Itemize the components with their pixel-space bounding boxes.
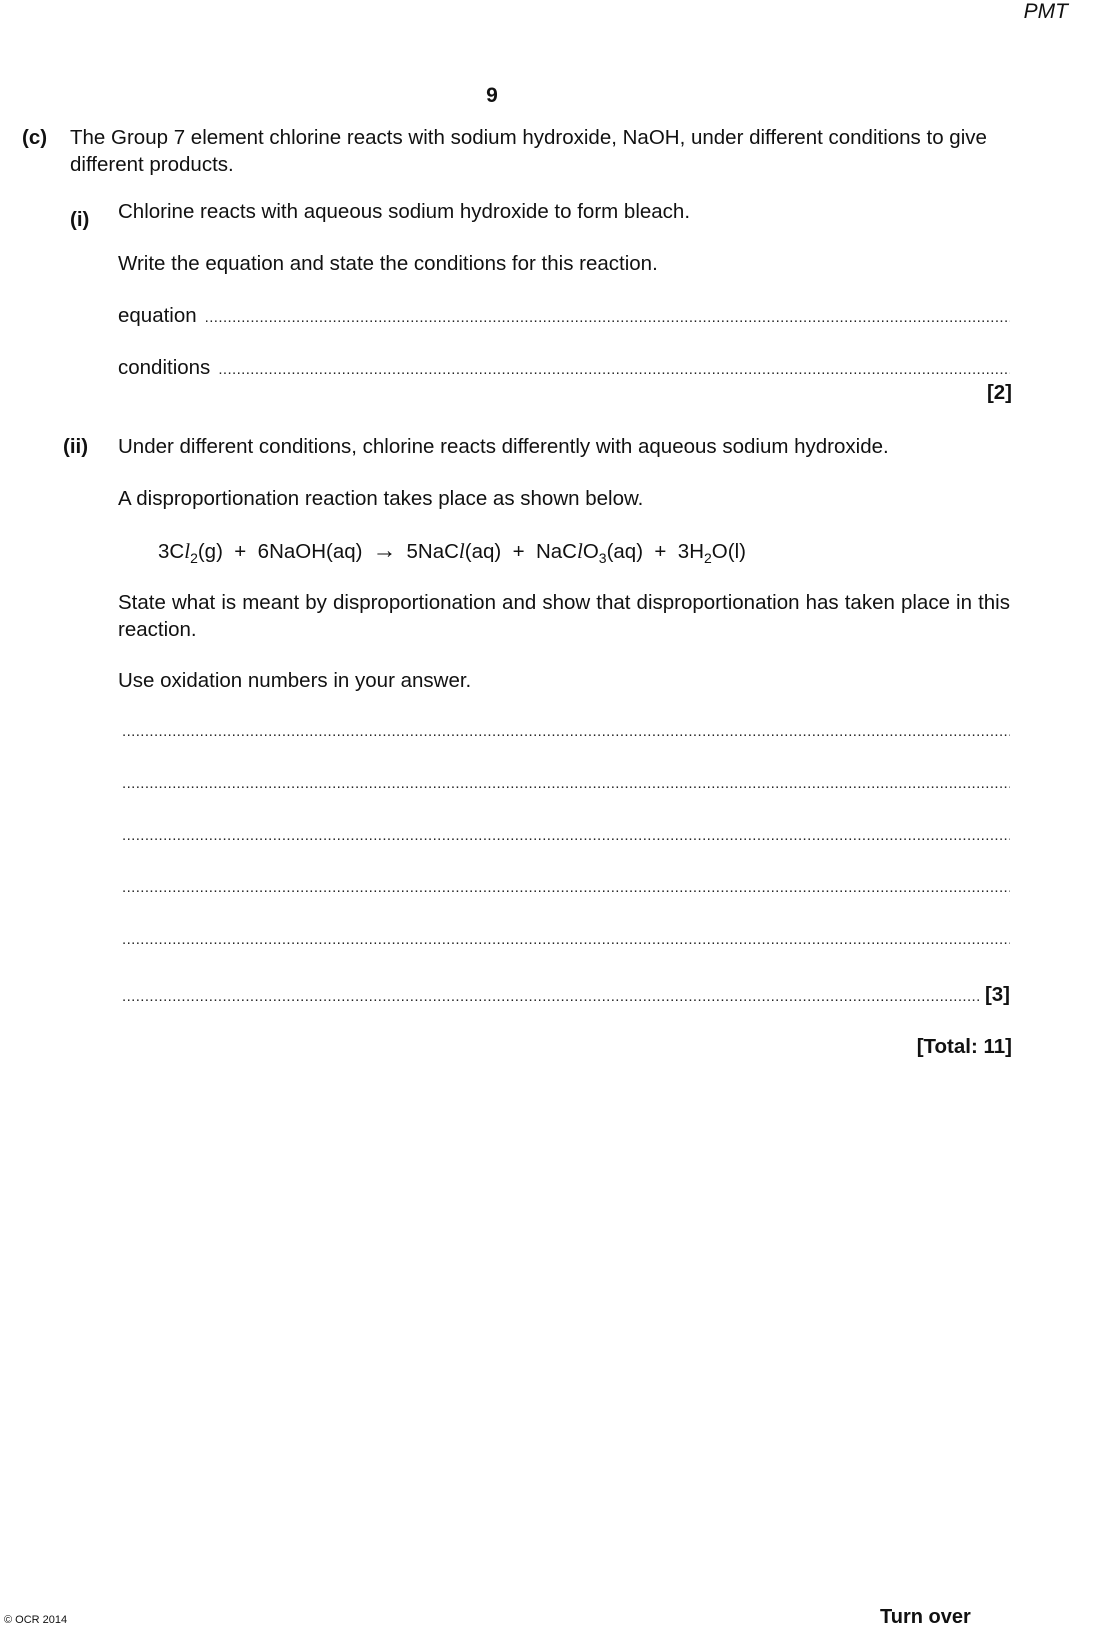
dotted-line <box>122 723 1010 740</box>
question-label-i: (i) <box>70 208 90 231</box>
dotted-line <box>122 879 1010 896</box>
reaction-arrow-icon: → <box>372 537 397 564</box>
marks-ii: [3] <box>984 983 1010 1006</box>
answer-line-1[interactable] <box>122 723 1010 745</box>
answer-line-2[interactable] <box>122 775 1010 797</box>
eq-element-l: l <box>576 539 583 563</box>
answer-line-5[interactable] <box>122 931 1010 953</box>
eq-part: (g) + 6NaOH(aq) <box>197 540 363 563</box>
eq-subscript: 2 <box>190 550 198 566</box>
question-label-ii: (ii) <box>63 435 89 458</box>
disproportionation-equation <box>158 537 746 566</box>
dotted-line <box>122 775 1010 792</box>
question-i-text2: Write the equation and state the conditions for this reaction. <box>118 252 658 275</box>
eq-part: 5NaC <box>406 540 459 563</box>
question-i-text1: Chlorine reacts with aqueous sodium hydroxide to form bleach. <box>118 200 691 223</box>
question-ii-text3: State what is meant by disproportionation and show that disproportionation has taken place in this reaction. <box>118 591 1010 641</box>
question-c-text: The Group 7 element chlorine reacts with sodium hydroxide, NaOH, under different conditions to give different products. <box>70 126 987 176</box>
question-ii-text2: A disproportionation reaction takes place as shown below. <box>118 487 644 510</box>
question-label-c: (c) <box>22 126 48 149</box>
eq-element-l: l <box>458 539 465 563</box>
dotted-line <box>122 931 1010 948</box>
dotted-line <box>205 304 1010 331</box>
dotted-line <box>122 988 981 1005</box>
conditions-label: conditions <box>118 356 211 379</box>
conditions-answer-line[interactable] <box>118 354 1010 383</box>
eq-subscript: 3 <box>598 550 607 566</box>
question-ii-text1: Under different conditions, chlorine reacts differently with aqueous sodium hydroxide. <box>118 435 889 458</box>
answer-line-6[interactable] <box>122 983 1010 1009</box>
equation-label: equation <box>118 304 197 327</box>
eq-element-l: l <box>184 539 191 563</box>
turn-over: Turn over <box>880 1606 971 1628</box>
total-marks: [Total: 11] <box>916 1035 1012 1058</box>
eq-part: O <box>582 540 599 563</box>
answer-line-3[interactable] <box>122 827 1010 849</box>
question-ii-text4: Use oxidation numbers in your answer. <box>118 669 472 692</box>
dotted-line <box>218 356 1010 383</box>
eq-part: 3C <box>158 540 185 563</box>
copyright: © OCR 2014 <box>4 1614 68 1626</box>
eq-part: (aq) + NaC <box>464 540 577 563</box>
dotted-line <box>122 827 1010 844</box>
answer-line-4[interactable] <box>122 879 1010 901</box>
eq-subscript: 2 <box>704 550 712 566</box>
marks-i: [2] <box>986 381 1012 404</box>
eq-part: O(l) <box>711 540 746 563</box>
equation-answer-line[interactable] <box>118 302 1010 331</box>
eq-part: (aq) + 3H <box>606 540 704 563</box>
corner-label: PMT <box>1023 0 1068 23</box>
page-number: 9 <box>486 84 498 107</box>
